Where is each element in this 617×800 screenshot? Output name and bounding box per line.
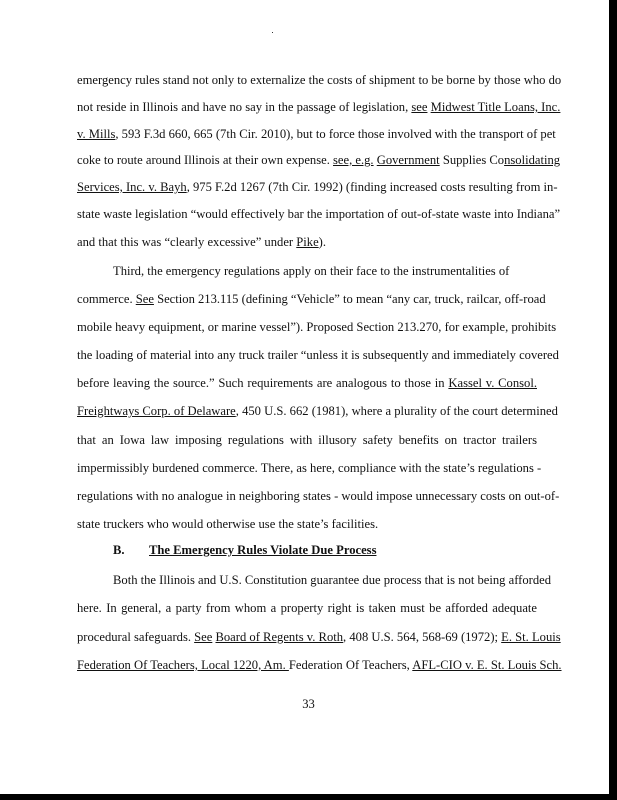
section-title: The Emergency Rules Violate Due Process	[149, 543, 377, 557]
citation-underlined: Freightways Corp. of Delaware	[77, 404, 236, 418]
citation-underlined: Midwest Title Loans, Inc.	[430, 100, 561, 114]
text-run: , 450 U.S. 662 (1981), where a plurality of the court determined	[235, 404, 558, 418]
text-line	[77, 432, 537, 448]
citation-underlined: Pike	[296, 235, 319, 249]
citation-underlined: See	[194, 630, 213, 644]
text-run: , 593 F.3d 660, 665 (7th Cir. 2010), but to force those involved with the transport of pet	[115, 127, 556, 141]
text-run: , 975 F.2d 1267 (7th Cir. 1992) (finding increased costs resulting from in-	[186, 180, 558, 194]
citation-underlined: See	[135, 292, 154, 306]
text-run: procedural safeguards.	[77, 630, 195, 644]
text-run: impermissibly burdened commerce. There, as here, compliance with the state’s regulations -	[77, 461, 542, 475]
text-line	[77, 263, 537, 279]
text-run: emergency rules stand not only to externalize the costs of shipment to be borne by those who do	[77, 73, 562, 87]
text-line	[77, 234, 537, 250]
text-line	[77, 572, 552, 588]
citation-underlined: see	[411, 100, 428, 114]
text-line	[77, 460, 542, 476]
text-run: state waste legislation “would effectively bar the importation of out-of-state waste into Indiana”	[77, 207, 561, 221]
text-run: that an Iowa law imposing regulations with illusory safety benefits on tractor trailers	[77, 433, 537, 447]
text-run: ).	[318, 235, 326, 249]
scan-border-right	[609, 0, 617, 800]
citation-underlined: nsolidating	[504, 153, 561, 167]
text-run: the loading of material into any truck trailer “unless it is subsequently and immediately covered	[77, 348, 559, 362]
section-number: B.	[113, 543, 125, 557]
text-run: , 408 U.S. 564, 568-69 (1972);	[343, 630, 502, 644]
text-line	[77, 657, 562, 673]
text-run: not reside in Illinois and have no say in the passage of legislation,	[77, 100, 412, 114]
text-line	[77, 629, 561, 645]
text-line	[77, 99, 561, 115]
text-line	[77, 600, 537, 616]
citation-underlined: see, e.g.	[333, 153, 374, 167]
text-run: mobile heavy equipment, or marine vessel”). Proposed Section 213.270, for example, prohibits	[77, 320, 557, 334]
citation-underlined: v. Mills	[77, 127, 116, 141]
scan-border-bottom	[0, 794, 617, 800]
text-line	[77, 126, 556, 142]
page-number: 33	[302, 697, 315, 711]
citation-underlined: E. St. Louis	[501, 630, 561, 644]
text-run: Section 213.115 (defining “Vehicle” to mean “any car, truck, railcar, off-road	[153, 292, 546, 306]
text-line	[77, 403, 558, 419]
section-heading	[113, 543, 376, 558]
text-line	[77, 72, 562, 88]
text-run: commerce.	[77, 292, 136, 306]
text-line	[77, 516, 537, 532]
text-line	[77, 179, 558, 195]
text-run: and that this was “clearly excessive” under	[77, 235, 297, 249]
text-line	[77, 291, 546, 307]
text-run: coke to route around Illinois at their own expense.	[77, 153, 334, 167]
text-line	[77, 488, 560, 504]
text-run: Supplies Co	[439, 153, 505, 167]
citation-underlined: Services, Inc. v. Bayh	[77, 180, 187, 194]
text-run: regulations with no analogue in neighboring states - would impose unnecessary costs on out-of-	[77, 489, 560, 503]
citation-underlined: Government	[376, 153, 440, 167]
text-run: Federation Of Teachers,	[288, 658, 413, 672]
text-line	[77, 319, 557, 335]
text-run: Third, the emergency regulations apply on their face to the instrumentalities of	[113, 264, 510, 278]
citation-underlined: Kassel v. Consol.	[448, 376, 537, 390]
citation-underlined: Board of Regents v. Roth	[215, 630, 344, 644]
text-run: here. In general, a party from whom a property right is taken must be afforded adequate	[77, 601, 537, 615]
text-line	[77, 206, 561, 222]
text-run: state truckers who would otherwise use the state’s facilities.	[77, 517, 379, 531]
text-line	[77, 347, 559, 363]
text-line	[77, 375, 537, 391]
citation-underlined: Federation Of Teachers, Local 1220, Am.	[77, 658, 289, 672]
text-run: before leaving the source.” Such requirements are analogous to those in	[77, 376, 449, 390]
citation-underlined: AFL-CIO v. E. St. Louis Sch.	[412, 658, 562, 672]
text-line	[77, 152, 561, 168]
text-run: Both the Illinois and U.S. Constitution guarantee due process that is not being afforded	[113, 573, 552, 587]
scan-speck	[272, 32, 273, 33]
